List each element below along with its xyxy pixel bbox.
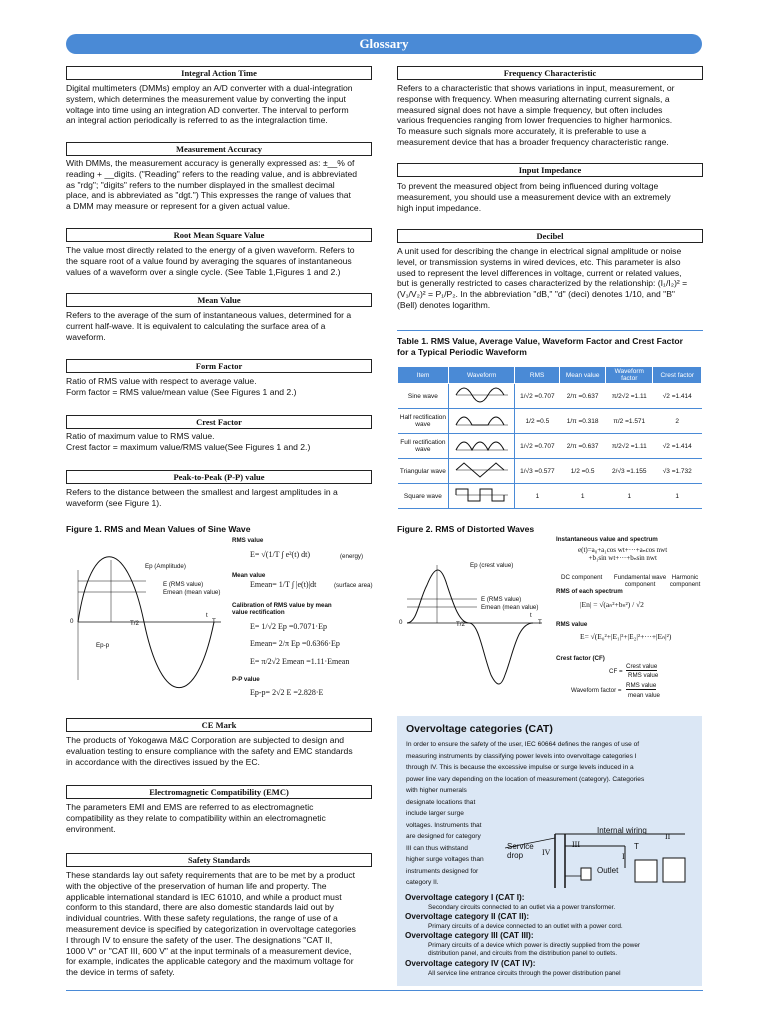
outlet-label: Outlet [597, 866, 619, 875]
cat-i-desc: Secondary circuits connected to an outlet via a power transformer. [428, 904, 616, 911]
f-rms-label: RMS value [232, 537, 264, 544]
fund-label: Fundamental wave component [613, 574, 667, 588]
cat-ii-heading: Overvoltage category II (CAT II): [405, 912, 530, 921]
heading-measurement-accuracy: Measurement Accuracy [66, 142, 372, 156]
table-header: RMS [515, 367, 560, 384]
table-header: Mean value [560, 367, 606, 384]
cf-cell: √3 =1.732 [653, 459, 702, 484]
cat-ii-desc: Primary circuits of a device connected to an outlet with a power cord. [428, 923, 623, 930]
full-rectification-icon [449, 434, 515, 459]
heading-mean-value: Mean Value [66, 293, 372, 307]
emean-label: Emean (mean value) [163, 589, 221, 596]
cf-cell: 1 [653, 484, 702, 509]
f-mean-note: (surface area) [334, 582, 373, 589]
footer-divider [66, 990, 703, 991]
T-label: T [212, 618, 216, 625]
figure2-title: Figure 2. RMS of Distorted Waves [397, 524, 535, 534]
table1 [397, 366, 702, 509]
item-cell: Half rectification wave [398, 409, 449, 434]
dc-label: DC component [561, 574, 603, 581]
text-input-impedance: To prevent the measured object from being influenced during voltage measurement, you should use a measurement device with an extremely high input impedance. [397, 181, 671, 213]
cat-intro2: with higher numerals designate locations that include larger surge voltages. Instruments that are designed for category III can thus withstand higher surge voltages than instruments designed for category II. [406, 787, 484, 886]
cf-cell: √2 =1.414 [653, 384, 702, 409]
cf-label: Crest factor (CF) [556, 655, 605, 662]
text-integral-action-time: Digital multimeters (DMMs) employ an A/D converter with a dual-integration system, which determines the measurement value by converting the input voltage into time using an integration AD converter. The interval to perform an integral action periodically is referred to as the integralaction time. [66, 83, 353, 126]
triangular-wave-icon [449, 459, 515, 484]
inst-label: Instantaneous value and spectrum [556, 536, 658, 543]
f-cal-label: Calibration of RMS value by mean value rectification [232, 602, 332, 616]
text-ce-mark: The products of Yokogawa M&C Corporation are subjected to design and evaluation testing to ensure compliance with the safety and EMC standards in accordance with the directives issued by the EC. [66, 735, 353, 767]
t2-label-2: T/2 [456, 621, 465, 628]
half-rectification-icon [449, 409, 515, 434]
table-row [398, 384, 702, 409]
f-rms-note: (energy) [340, 553, 364, 560]
text-crest-factor: Ratio of maximum value to RMS value. Crest factor = maximum value/RMS value(See Figures 1 and 2.) [66, 431, 311, 452]
service-drop-label: Service drop [507, 842, 534, 860]
rms-each-label: RMS of each spectrum [556, 588, 623, 595]
heading-ce-mark: CE Mark [66, 718, 372, 732]
page-title: Glossary [66, 34, 702, 54]
emean-label-2: Emean (mean value) [481, 604, 539, 611]
t-label: t [206, 612, 208, 619]
heading-rms-value: Root Mean Square Value [66, 228, 372, 242]
f-cal3: E= π/2√2 Emean =1.11·Emean [250, 657, 350, 666]
sine-wave-icon [449, 384, 515, 409]
divider [397, 330, 703, 331]
square-wave-icon [449, 484, 515, 509]
item-cell: Sine wave [398, 384, 449, 409]
table-row [398, 434, 702, 459]
cat-iii-marker: III [572, 840, 580, 849]
cat-title: Overvoltage categories (CAT) [406, 723, 553, 735]
zero-label: 0 [70, 618, 74, 625]
rms-cell: 1 [515, 484, 560, 509]
heading-frequency-characteristic: Frequency Characteristic [397, 66, 703, 80]
rms-cell: 1/√2 =0.707 [515, 384, 560, 409]
e-rms-label-2: E (RMS value) [481, 596, 522, 603]
t2-label: T/2 [130, 620, 139, 627]
table-row [398, 459, 702, 484]
text-safety-standards: These standards lay out safety requirements that are to be met by a product with the objective of the preservation of human life and property. The applicable international standard is IEC 61010, and while a product must conform to this standard, there are also domestic standards laid out by individual countries. With these safety regulations, the range of use of a measurement device is specified by categorization in overvoltage categories I through IV to ensure the safety of the user. The designations "CAT II, 1000 V" or "CAT III, 600 V" at the input terminals of a measurement device, for example, indicates the applicable category and the maximum voltage for the device in terms of safety. [66, 870, 356, 978]
text-frequency-characteristic: Refers to a characteristic that shows variations in input, measurement, or response with frequency. When measuring alternating current signals, a measured signal does not have a simple frequency, but often includes various frequencies ranging from lower frequencies to higher harmonics. To measure such signals more accurately, it is preferable to use a measurement device that has a broader frequency characteristic range. [397, 83, 675, 147]
f-rms-formula: E= √(1/T ∫ e²(t) dt) [250, 550, 310, 559]
heading-integral-action-time: Integral Action Time [66, 66, 372, 80]
table-row [398, 409, 702, 434]
cat-iv-desc: All service line entrance circuits through the power distribution panel [428, 970, 621, 977]
text-mean-value: Refers to the average of the sum of instantaneous values, determined for a current half-wave. It is equivalent to calculating the surface area of a waveform. [66, 310, 352, 342]
ep-crest-label: Ep (crest value) [470, 562, 514, 569]
cat-ii-marker: II [665, 832, 671, 841]
cf-den: RMS value [628, 672, 659, 679]
e-rms-label: E (RMS value) [163, 581, 204, 588]
text-peak-to-peak: Refers to the distance between the smallest and largest amplitudes in a waveform (see Figure 1). [66, 487, 338, 508]
epp-label: Ep-p [96, 642, 110, 649]
inst-formula: e(t)=a₀+a₁cos wt+···+aₙcos nwt +b₁sin wt+···+bₙsin nwt [578, 546, 668, 562]
figure1-title: Figure 1. RMS and Mean Values of Sine Wave [66, 524, 251, 534]
rms-formula: E= √(E₀²+|E₁|²+|E₂|²+···+|Eₙ|²) [580, 632, 672, 641]
table-header: Crest factor [653, 367, 702, 384]
wf-cell: π/2√2 =1.11 [606, 434, 653, 459]
mean-cell: 2/π =0.637 [560, 434, 606, 459]
heading-peak-to-peak: Peak-to-Peak (P-P) value [66, 470, 372, 484]
wf-text: Waveform factor = [571, 687, 622, 694]
t-label-2: t [530, 612, 532, 619]
cat-i-marker: I [622, 852, 625, 861]
f-mean-formula: Emean= 1/T ∫ |e(t)|dt [250, 580, 317, 589]
cf-num: Crest value [626, 663, 658, 670]
table-row [398, 484, 702, 509]
mean-cell: 1/2 =0.5 [560, 459, 606, 484]
item-cell: Triangular wave [398, 459, 449, 484]
heading-form-factor: Form Factor [66, 359, 372, 373]
wf-cell: 2/√3 =1.155 [606, 459, 653, 484]
text-rms-value: The value most directly related to the energy of a given waveform. Refers to the square root of a value found by averaging the squares of instantaneous values of a waveform over a single cycle. (See Table 1,Figures 1 and 2.) [66, 245, 355, 277]
heading-decibel: Decibel [397, 229, 703, 243]
mean-cell: 1/π =0.318 [560, 409, 606, 434]
cat-iv-marker: IV [542, 848, 551, 857]
heading-crest-factor: Crest Factor [66, 415, 372, 429]
item-cell: Full rectification wave [398, 434, 449, 459]
heading-safety-standards: Safety Standards [66, 853, 372, 867]
table-header: Item [398, 367, 449, 384]
f-pp-formula: Ep-p= 2√2 E =2.828·E [250, 688, 324, 697]
T-label-2: T [538, 619, 542, 626]
internal-wiring-label: Internal wiring [597, 826, 647, 835]
mean-cell: 2/π =0.637 [560, 384, 606, 409]
wf-cell: π/2√2 =1.11 [606, 384, 653, 409]
cf-cell: √2 =1.414 [653, 434, 702, 459]
mean-cell: 1 [560, 484, 606, 509]
cat-iii-heading: Overvoltage category III (CAT III): [405, 931, 534, 940]
rms-label: RMS value [556, 621, 588, 628]
text-decibel: A unit used for describing the change in electrical signal amplitude or noise level, or transmission systems in wired devices, etc. This parameter is also used to represent the level differences in voltage, current or related values, but is generally restricted to cases characterized by the relationship: (I₁/I₂)² = (V₁/V₂)² = P₁/P₂. In the abbreviation "dB," "d" (deci) denotes 1/10, and "B" (Bell) denotes logarithm. [397, 246, 688, 310]
cf-text: CF = [609, 668, 623, 675]
cat-i-heading: Overvoltage category I (CAT I): [405, 893, 525, 902]
cat-iv-heading: Overvoltage category IV (CAT IV): [405, 959, 536, 968]
f-mean-label: Mean value [232, 572, 266, 579]
f-cal2: Emean= 2/π Ep =0.6366·Ep [250, 639, 340, 648]
f-pp-label: P-P value [232, 676, 260, 683]
figure2-graph [397, 555, 547, 695]
rms-each-formula: |En| = √(aₙ²+bₙ²) / √2 [580, 600, 644, 609]
heading-input-impedance: Input Impedance [397, 163, 703, 177]
table-header: Waveform factor [606, 367, 653, 384]
text-emc: The parameters EMI and EMS are referred to as electromagnetic compatibility as they relate to compatibility within an electromagnetic environment. [66, 802, 326, 834]
wf-cell: 1 [606, 484, 653, 509]
table-header: Waveform [449, 367, 515, 384]
harm-label: Harmonic component [669, 574, 701, 588]
transformer-label: T [634, 842, 639, 851]
cat-diagram [505, 808, 700, 898]
text-measurement-accuracy: With DMMs, the measurement accuracy is generally expressed as: ±__% of reading + __digits. ("Reading" refers to the reading value, and is abbreviated as "rdg"; "digits" refers to the number displayed in the smallest decimal place, and is abbreviated as "dgt.") This expresses the range of values that a DMM may measure or represent for a given actual value. [66, 158, 358, 212]
wf-num: RMS value [626, 682, 657, 689]
wf-den: mean value [628, 692, 660, 699]
f-cal1: E= 1/√2 Ep =0.7071·Ep [250, 622, 327, 631]
rms-cell: 1/√3 =0.577 [515, 459, 560, 484]
cf-cell: 2 [653, 409, 702, 434]
heading-emc: Electromagnetic Compatibility (EMC) [66, 785, 372, 799]
ep-label: Ep (Amplitude) [145, 563, 186, 570]
rms-cell: 1/√2 =0.707 [515, 434, 560, 459]
table1-title: Table 1. RMS Value, Average Value, Waveform Factor and Crest Factor for a Typical Periodic Waveform [397, 336, 683, 357]
item-cell: Square wave [398, 484, 449, 509]
zero-label-2: 0 [399, 619, 403, 626]
cat-iii-desc: Primary circuits of a device which power is directly supplied from the power distribution panel, and circuits from the distribution panel to outlets. [428, 942, 641, 958]
rms-cell: 1/2 =0.5 [515, 409, 560, 434]
wf-cell: π/2 =1.571 [606, 409, 653, 434]
cat-intro: In order to ensure the safety of the user, IEC 60664 defines the ranges of use of measuring instruments by classifying power levels into overvoltage categories I through IV. This is because the excessive impulse or surge levels induced in a power line vary depending on the location of measurement (category). Categories [406, 741, 645, 783]
text-form-factor: Ratio of RMS value with respect to average value. Form factor = RMS value/mean value (See Figures 1 and 2.) [66, 376, 297, 397]
